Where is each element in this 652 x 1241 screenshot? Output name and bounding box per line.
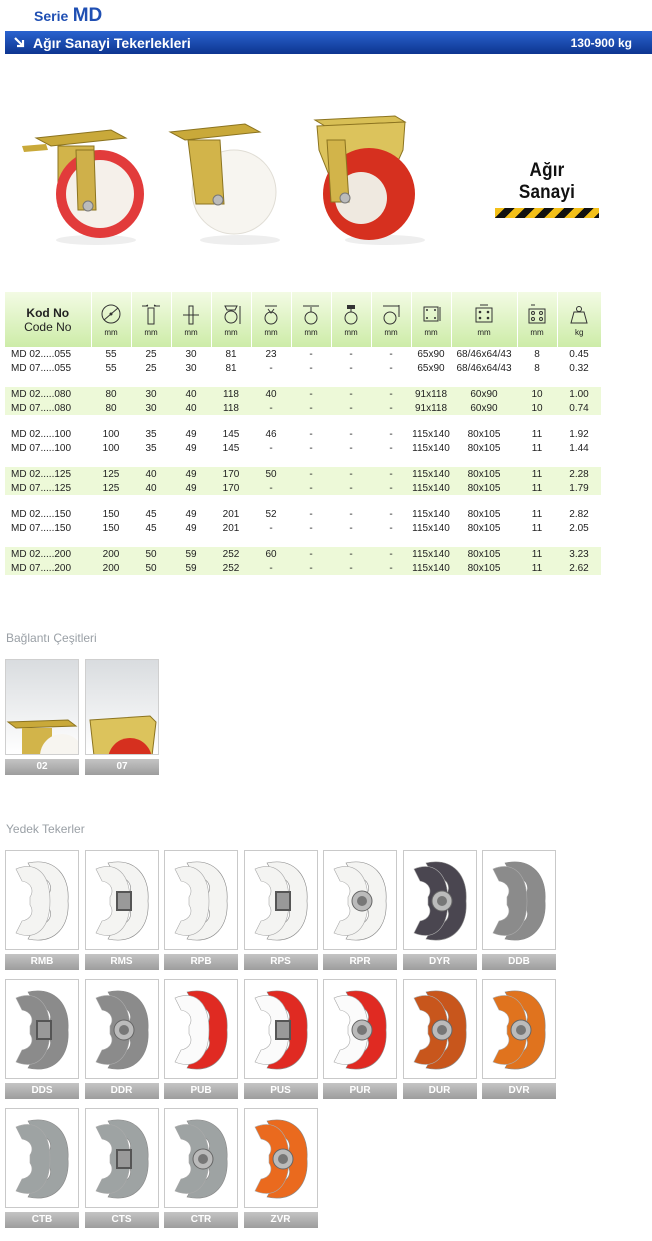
table-cell: - — [291, 401, 331, 415]
spare-wheel-image — [244, 979, 318, 1079]
table-cell: 11 — [517, 561, 557, 575]
table-cell: 80 — [91, 387, 131, 401]
column-header-6 — [291, 292, 331, 347]
spare-wheel-label: RPR — [323, 954, 397, 970]
spare-wheel-image — [85, 979, 159, 1079]
table-cell: 40 — [251, 387, 291, 401]
table-row — [5, 387, 601, 401]
table-cell: - — [331, 561, 371, 575]
table-cell: 30 — [171, 347, 211, 361]
table-cell: - — [371, 347, 411, 361]
table-cell: 145 — [211, 441, 251, 455]
table-cell: 8 — [517, 361, 557, 375]
table-cell: 50 — [131, 561, 171, 575]
column-unit: mm — [424, 327, 438, 337]
table-cell: - — [371, 561, 411, 575]
product-code-cell: MD 07.....125 — [5, 481, 91, 495]
table-cell: 80x105 — [451, 427, 517, 441]
table-cell: - — [331, 361, 371, 375]
spare-wheel-label: PUB — [164, 1083, 238, 1099]
spare-wheel-tile-pur[interactable] — [323, 979, 397, 1099]
column-header-8 — [371, 292, 411, 347]
table-cell: 50 — [131, 547, 171, 561]
spare-wheel-image — [85, 850, 159, 950]
spare-wheel-label: DYR — [403, 954, 477, 970]
table-cell: 125 — [91, 467, 131, 481]
table-row — [5, 521, 601, 535]
series-prefix: Serie — [34, 8, 69, 24]
table-cell: 50 — [251, 467, 291, 481]
table-cell: 200 — [91, 561, 131, 575]
table-cell: - — [331, 521, 371, 535]
spare-wheel-tile-pub[interactable] — [164, 979, 238, 1099]
spare-wheel-tile-ctb[interactable] — [5, 1108, 79, 1228]
group-spacer — [5, 415, 601, 427]
spares-title: Yedek Tekerler — [6, 822, 85, 836]
table-cell: - — [371, 481, 411, 495]
spare-wheel-tile-ctr[interactable] — [164, 1108, 238, 1228]
spare-wheel-tile-zvr[interactable] — [244, 1108, 318, 1228]
spare-wheel-tile-cts[interactable] — [85, 1108, 159, 1228]
spare-wheel-image — [244, 850, 318, 950]
table-cell: - — [371, 361, 411, 375]
table-cell: - — [371, 521, 411, 535]
table-cell: - — [291, 427, 331, 441]
table-cell: 252 — [211, 547, 251, 561]
table-cell: - — [371, 427, 411, 441]
table-cell: 80x105 — [451, 547, 517, 561]
table-cell: 115x140 — [412, 508, 450, 520]
table-cell: 125 — [91, 481, 131, 495]
table-row — [5, 507, 601, 521]
table-cell: 3.23 — [557, 547, 601, 561]
table-cell: - — [331, 507, 371, 521]
table-row — [5, 467, 601, 481]
table-cell: - — [251, 441, 291, 455]
table-cell: 0.32 — [557, 361, 601, 375]
column-unit: mm — [384, 327, 398, 337]
table-cell: 80 — [91, 401, 131, 415]
code-label: Kod No — [26, 305, 70, 320]
table-cell: - — [331, 467, 371, 481]
table-cell: 252 — [211, 561, 251, 575]
category-banner — [5, 31, 652, 54]
table-cell: 49 — [171, 467, 211, 481]
table-cell: 170 — [211, 467, 251, 481]
column-header-11 — [517, 292, 557, 347]
table-row — [5, 427, 601, 441]
table-cell: - — [291, 467, 331, 481]
table-cell: 81 — [211, 347, 251, 361]
table-cell: - — [371, 467, 411, 481]
table-cell: 11 — [517, 521, 557, 535]
spare-wheel-label: CTR — [164, 1212, 238, 1228]
table-cell: 0.74 — [557, 401, 601, 415]
table-cell: 115x140 — [412, 428, 450, 440]
table-cell: 80x105 — [451, 441, 517, 455]
table-cell: 201 — [211, 507, 251, 521]
table-cell: - — [371, 387, 411, 401]
table-cell: 45 — [131, 507, 171, 521]
hub-length-icon — [179, 303, 203, 327]
total-height-icon — [219, 303, 243, 327]
product-code-cell: MD 02.....150 — [5, 507, 91, 521]
table-cell: - — [291, 561, 331, 575]
table-cell: 59 — [171, 547, 211, 561]
spare-wheel-image — [482, 979, 556, 1079]
wheel-width-icon — [139, 303, 163, 327]
arrow-down-right-icon — [12, 35, 27, 50]
column-header-5 — [251, 292, 291, 347]
table-cell: - — [331, 347, 371, 361]
spare-wheel-tile-rps[interactable] — [244, 850, 318, 970]
column-unit: kg — [575, 327, 584, 337]
table-cell: - — [291, 347, 331, 361]
weight-icon — [567, 303, 591, 327]
table-cell: 68/46x64/43 — [451, 361, 517, 375]
product-code-cell: MD 07.....200 — [5, 561, 91, 575]
table-row — [5, 441, 601, 455]
table-cell: 60x90 — [451, 401, 517, 415]
brake-icon-2 — [339, 303, 363, 327]
spare-wheel-label: ZVR — [244, 1212, 318, 1228]
table-cell: 65x90 — [411, 361, 451, 375]
table-cell: 40 — [131, 481, 171, 495]
connection-image — [85, 659, 159, 755]
table-cell: - — [331, 547, 371, 561]
group-spacer — [5, 375, 601, 387]
table-cell: 201 — [211, 521, 251, 535]
table-row — [5, 561, 601, 575]
table-cell: 52 — [251, 507, 291, 521]
table-cell: 80x105 — [451, 521, 517, 535]
connection-tile-07[interactable] — [85, 659, 159, 775]
table-cell: 150 — [91, 521, 131, 535]
table-cell: 40 — [171, 387, 211, 401]
table-cell: 1.79 — [557, 481, 601, 495]
table-cell: 118 — [211, 401, 251, 415]
table-cell: 11 — [517, 547, 557, 561]
connection-image — [5, 659, 79, 755]
product-code-cell: MD 07.....055 — [5, 361, 91, 375]
brake-icon-1 — [299, 303, 323, 327]
product-code-cell: MD 02.....080 — [5, 387, 91, 401]
table-cell: 91x118 — [411, 401, 451, 415]
table-cell: 49 — [171, 521, 211, 535]
column-unit: mm — [264, 327, 278, 337]
product-code-cell: MD 02.....125 — [5, 467, 91, 481]
spec-table — [5, 292, 601, 575]
connection-tile-02[interactable] — [5, 659, 79, 775]
connection-label: 07 — [85, 759, 159, 775]
column-header-1 — [91, 292, 131, 347]
connections-title: Bağlantı Çeşitleri — [6, 631, 97, 645]
table-cell: 40 — [131, 467, 171, 481]
spare-wheel-image — [5, 1108, 79, 1208]
banner-title: Ağır Sanayi Tekerlekleri — [33, 34, 191, 51]
table-cell: 81 — [211, 361, 251, 375]
table-cell: 100 — [91, 427, 131, 441]
table-cell: 55 — [91, 347, 131, 361]
connection-label: 02 — [5, 759, 79, 775]
table-cell: 80x105 — [451, 507, 517, 521]
table-cell: - — [331, 427, 371, 441]
product-code-cell: MD 07.....150 — [5, 521, 91, 535]
spare-wheel-image — [5, 979, 79, 1079]
table-cell: - — [371, 441, 411, 455]
table-cell: 1.44 — [557, 441, 601, 455]
table-cell: 1.00 — [557, 387, 601, 401]
hazard-stripe — [495, 208, 599, 218]
table-cell: 30 — [171, 361, 211, 375]
spare-wheel-tile-dvr[interactable] — [482, 979, 556, 1099]
table-cell: 11 — [517, 507, 557, 521]
column-header-3 — [171, 292, 211, 347]
table-cell: - — [291, 361, 331, 375]
spare-wheel-label: CTS — [85, 1212, 159, 1228]
table-cell: 170 — [211, 481, 251, 495]
column-header-10 — [451, 292, 517, 347]
spare-wheel-image — [244, 1108, 318, 1208]
spare-wheel-tile-dds[interactable] — [5, 979, 79, 1099]
table-cell: 49 — [171, 427, 211, 441]
table-cell: 10 — [517, 387, 557, 401]
table-cell: 0.45 — [557, 347, 601, 361]
spare-wheel-label: DUR — [403, 1083, 477, 1099]
group-spacer — [5, 495, 601, 507]
table-cell: 11 — [517, 441, 557, 455]
spec-body — [5, 347, 601, 575]
table-cell: 115x140 — [412, 548, 450, 560]
spare-wheel-image — [482, 850, 556, 950]
product-code-cell: MD 02.....055 — [5, 347, 91, 361]
table-cell: 25 — [131, 347, 171, 361]
code-header — [5, 292, 91, 347]
product-code-cell: MD 02.....100 — [5, 427, 91, 441]
table-cell: - — [371, 507, 411, 521]
table-row — [5, 347, 601, 361]
table-cell: 91x118 — [411, 387, 451, 401]
table-cell: 145 — [211, 427, 251, 441]
caster-photo-swivel — [160, 110, 300, 250]
code-label-en: Code No — [24, 319, 72, 334]
table-cell: 55 — [91, 361, 131, 375]
column-unit: mm — [477, 327, 491, 337]
spare-wheel-image — [85, 1108, 159, 1208]
spare-wheel-image — [323, 850, 397, 950]
spare-wheel-label: RMS — [85, 954, 159, 970]
table-cell: 2.28 — [557, 467, 601, 481]
series-title — [34, 5, 102, 27]
spare-wheel-image — [323, 979, 397, 1079]
table-cell: 65x90 — [411, 347, 451, 361]
spare-wheel-label: RPB — [164, 954, 238, 970]
column-header-7 — [331, 292, 371, 347]
table-cell: 11 — [517, 481, 557, 495]
table-cell: - — [291, 521, 331, 535]
bolt-hole-icon — [525, 303, 549, 327]
spare-wheel-tile-ddb[interactable] — [482, 850, 556, 970]
spare-wheel-tile-pus[interactable] — [244, 979, 318, 1099]
table-cell: - — [251, 561, 291, 575]
table-cell: 25 — [131, 361, 171, 375]
table-cell: 2.62 — [557, 561, 601, 575]
table-cell: 80x105 — [451, 561, 517, 575]
spare-wheel-label: DVR — [482, 1083, 556, 1099]
table-cell: - — [251, 521, 291, 535]
table-cell: - — [291, 441, 331, 455]
table-cell: 2.82 — [557, 507, 601, 521]
column-header-12 — [557, 292, 601, 347]
spare-wheel-label: PUR — [323, 1083, 397, 1099]
heavy-industry-badge — [495, 160, 599, 218]
column-unit: mm — [344, 327, 358, 337]
table-cell: 49 — [171, 441, 211, 455]
table-cell: 2.05 — [557, 521, 601, 535]
column-header-9 — [411, 292, 451, 347]
table-cell: 35 — [131, 441, 171, 455]
table-cell: 80x105 — [451, 481, 517, 495]
spare-wheel-label: DDS — [5, 1083, 79, 1099]
group-spacer — [5, 535, 601, 547]
spare-wheel-tile-rpr[interactable] — [323, 850, 397, 970]
spare-wheel-label: PUS — [244, 1083, 318, 1099]
table-cell: 11 — [517, 467, 557, 481]
table-cell: 49 — [171, 507, 211, 521]
spare-wheel-image — [164, 1108, 238, 1208]
table-cell: - — [291, 507, 331, 521]
column-header-2 — [131, 292, 171, 347]
table-cell: - — [251, 401, 291, 415]
spare-wheel-tile-dur[interactable] — [403, 979, 477, 1099]
column-unit: mm — [184, 327, 198, 337]
brake-icon-3 — [379, 303, 403, 327]
spare-wheel-image — [403, 850, 477, 950]
column-unit: mm — [224, 327, 238, 337]
table-cell: 115x140 — [412, 442, 450, 454]
table-cell: - — [251, 361, 291, 375]
table-cell: 49 — [171, 481, 211, 495]
table-cell: 46 — [251, 427, 291, 441]
group-spacer — [5, 455, 601, 467]
table-cell: 11 — [517, 427, 557, 441]
spare-wheel-tile-rms[interactable] — [85, 850, 159, 970]
product-photos — [10, 110, 450, 260]
product-code-cell: MD 07.....080 — [5, 401, 91, 415]
spare-wheel-tile-dyr[interactable] — [403, 850, 477, 970]
table-cell: 60 — [251, 547, 291, 561]
spec-header-row — [5, 292, 601, 347]
spare-wheel-image — [5, 850, 79, 950]
table-cell: 118 — [211, 387, 251, 401]
table-cell: 30 — [131, 401, 171, 415]
spare-wheel-image — [164, 979, 238, 1079]
caster-photo-fixed — [305, 110, 445, 250]
spare-wheel-tile-rpb[interactable] — [164, 850, 238, 970]
table-cell: - — [371, 401, 411, 415]
series-code: MD — [72, 5, 103, 26]
spare-wheel-label: CTB — [5, 1212, 79, 1228]
table-cell: - — [331, 401, 371, 415]
table-cell: 60x90 — [451, 387, 517, 401]
table-cell: 23 — [251, 347, 291, 361]
wheel-diameter-icon — [99, 303, 123, 327]
table-cell: 8 — [517, 347, 557, 361]
table-cell: - — [331, 481, 371, 495]
column-unit: mm — [144, 327, 158, 337]
table-cell: 115x140 — [412, 468, 450, 480]
table-row — [5, 361, 601, 375]
table-cell: - — [291, 387, 331, 401]
spare-wheel-image — [403, 979, 477, 1079]
table-cell: 115x140 — [412, 522, 450, 534]
hole-spacing-icon — [472, 303, 496, 327]
spare-wheel-label: RPS — [244, 954, 318, 970]
spare-wheel-label: RMB — [5, 954, 79, 970]
table-cell: - — [291, 547, 331, 561]
spare-wheel-tile-rmb[interactable] — [5, 850, 79, 970]
swivel-offset-icon — [259, 303, 283, 327]
table-cell: - — [331, 441, 371, 455]
column-unit: mm — [304, 327, 318, 337]
spare-wheel-tile-ddr[interactable] — [85, 979, 159, 1099]
table-cell: 59 — [171, 561, 211, 575]
table-row — [5, 401, 601, 415]
table-cell: 30 — [131, 387, 171, 401]
table-cell: 68/46x64/43 — [451, 347, 517, 361]
table-cell: - — [331, 387, 371, 401]
table-cell: 10 — [517, 401, 557, 415]
table-cell: 115x140 — [412, 482, 450, 494]
table-cell: 35 — [131, 427, 171, 441]
table-cell: 45 — [131, 521, 171, 535]
table-row — [5, 547, 601, 561]
table-cell: 80x105 — [451, 467, 517, 481]
spare-wheel-label: DDB — [482, 954, 556, 970]
spare-wheel-label: DDR — [85, 1083, 159, 1099]
table-cell: 115x140 — [412, 562, 450, 574]
table-cell: 1.92 — [557, 427, 601, 441]
load-range: 130-900 kg — [570, 35, 632, 50]
table-cell: 40 — [171, 401, 211, 415]
caster-photo-brake — [16, 110, 156, 250]
column-unit: mm — [104, 327, 118, 337]
table-cell: 150 — [91, 507, 131, 521]
product-code-cell: MD 07.....100 — [5, 441, 91, 455]
table-cell: 100 — [91, 441, 131, 455]
table-cell: - — [251, 481, 291, 495]
table-cell: - — [371, 547, 411, 561]
table-cell: - — [291, 481, 331, 495]
table-row — [5, 481, 601, 495]
column-header-4 — [211, 292, 251, 347]
plate-size-icon — [419, 303, 443, 327]
badge-text: Ağır Sanayi — [518, 160, 576, 203]
spare-wheel-image — [164, 850, 238, 950]
product-code-cell: MD 02.....200 — [5, 547, 91, 561]
column-unit: mm — [530, 327, 544, 337]
table-cell: 200 — [91, 547, 131, 561]
